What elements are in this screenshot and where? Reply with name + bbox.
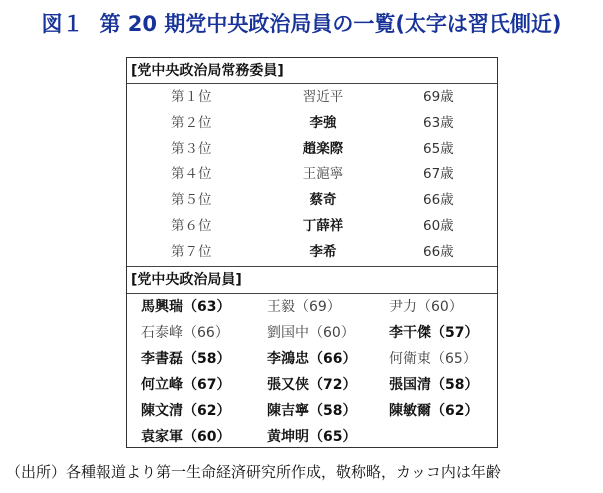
member-cell: 王毅（69） (267, 299, 341, 315)
member-table (126, 57, 498, 448)
member-cell: 石泰峰（66） (141, 325, 229, 341)
source-footnote: （出所）各種報道より第一生命経済研究所作成，敬称略，カッコ内は年齢 (6, 463, 501, 481)
standing-committee-row (127, 111, 497, 137)
age-cell: 66歳 (423, 243, 454, 260)
name-cell: 李強 (309, 114, 337, 131)
age-cell: 65歳 (423, 140, 454, 157)
member-cell: 張又侠（72） (267, 377, 357, 393)
rank-cell: 第５位 (171, 192, 212, 209)
rank-cell: 第４位 (171, 166, 212, 183)
member-cell: 馬興瑞（63） (141, 299, 231, 315)
figure-title-text: 第 20 期党中央政治局員の一覧(太字は習氏側近) (99, 12, 562, 36)
member-cell: 李干傑（57） (389, 325, 479, 341)
age-cell: 66歳 (423, 192, 454, 209)
member-cell: 張国清（58） (389, 377, 479, 393)
name-cell: 丁薛祥 (302, 217, 344, 234)
politburo-header: [党中央政治局員] (131, 272, 242, 288)
member-cell: 何衛東（65） (389, 351, 477, 367)
member-cell: 陳文清（62） (141, 403, 231, 419)
name-cell: 習近平 (302, 89, 344, 105)
politburo-row (127, 294, 497, 320)
name-cell: 蔡奇 (309, 192, 337, 209)
rank-cell: 第６位 (171, 217, 212, 234)
politburo-members-grid (127, 294, 497, 450)
rank-cell: 第１位 (171, 89, 212, 105)
divider (127, 266, 497, 267)
member-cell: 袁家軍（60） (141, 429, 231, 445)
politburo-row (127, 424, 497, 450)
rank-cell: 第３位 (171, 140, 212, 157)
member-cell: 劉国中（60） (267, 325, 355, 341)
divider (127, 83, 497, 84)
age-cell: 60歳 (423, 217, 454, 234)
figure-title (0, 4, 603, 44)
politburo-row (127, 346, 497, 372)
rank-cell: 第７位 (171, 243, 212, 260)
standing-committee-row (127, 214, 497, 240)
member-cell: 李書磊（58） (141, 351, 231, 367)
member-cell: 陳敏爾（62） (389, 403, 479, 419)
member-cell: 尹力（60） (389, 299, 463, 315)
politburo-row (127, 398, 497, 424)
standing-committee-row (127, 188, 497, 214)
name-cell: 趙楽際 (302, 140, 344, 157)
member-cell: 何立峰（67） (141, 377, 231, 393)
age-cell: 69歳 (423, 89, 454, 105)
rank-cell: 第２位 (171, 114, 212, 131)
standing-committee-row (127, 137, 497, 163)
member-cell: 陳吉寧（58） (267, 403, 357, 419)
standing-committee-row (127, 240, 497, 266)
politburo-row (127, 320, 497, 346)
name-cell: 王滬寧 (302, 166, 344, 183)
standing-committee-header: [党中央政治局常務委員] (131, 63, 284, 79)
politburo-row (127, 372, 497, 398)
member-cell: 李鴻忠（66） (267, 351, 357, 367)
standing-committee-list (127, 85, 497, 266)
name-cell: 李希 (309, 243, 337, 260)
standing-committee-row (127, 162, 497, 188)
standing-committee-row (127, 85, 497, 111)
age-cell: 67歳 (423, 166, 454, 183)
age-cell: 63歳 (423, 114, 454, 131)
member-cell: 黄坤明（65） (267, 429, 357, 445)
figure-number: 図１ (41, 12, 84, 36)
